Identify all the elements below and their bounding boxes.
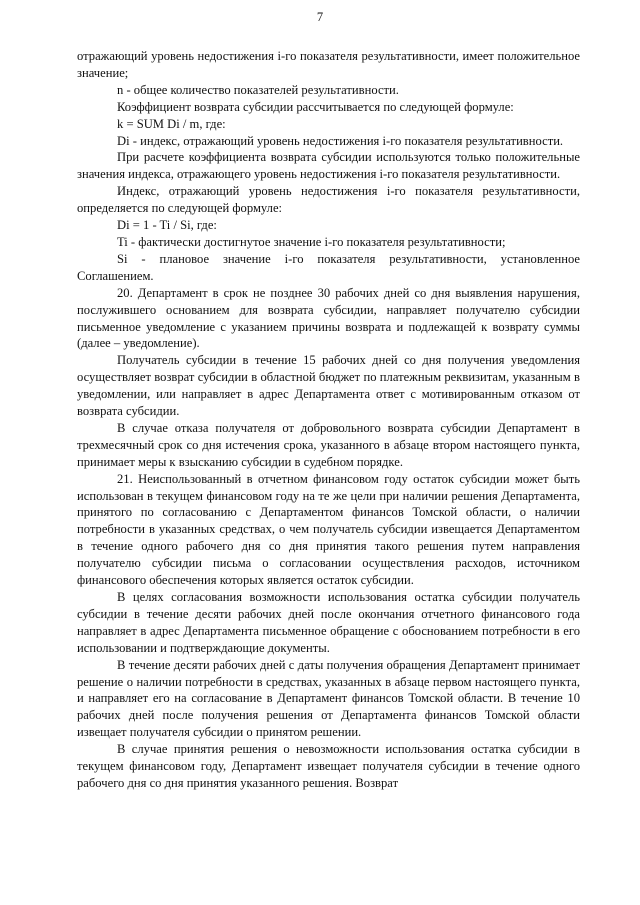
paragraph-di-definition: Di - индекс, отражающий уровень недостижения i-го показателя результативности. [117, 133, 564, 148]
paragraph-agreement: В целях согласования возможности использования остатка субсидии получатель субсидии в течение десяти рабочих дней после окончания отчетного финансового года направляет в адрес Департамента письменное обращение с обоснованием потребности в его использовании и подтверждающие документы. [77, 590, 580, 655]
paragraph-item-20: 20. Департамент в срок не позднее 30 рабочих дней со дня выявления нарушения, послужившего основанием для возврата субсидии, направляет получателю субсидии письменное уведомление с указанием причины возврата и подлежащей к возврату суммы (далее – уведомление). [77, 285, 580, 351]
formula-k: k = SUM Di / m, где: [117, 116, 226, 131]
paragraph-si-definition: Si - плановое значение i-го показателя результативности, установленное Соглашением. [77, 251, 580, 283]
paragraph-n-definition: n - общее количество показателей результативности. [117, 82, 399, 97]
paragraph-positive-values: При расчете коэффициента возврата субсидии используются только положительные значения индекса, отражающего уровень недостижения i-го показателя результативности. [77, 150, 580, 182]
paragraph-index-intro: Индекс, отражающий уровень недостижения i-го показателя результативности, определяется по следующей формуле: [77, 184, 580, 216]
paragraph-impossibility: В случае принятия решения о невозможности использования остатка субсидии в текущем финансовом году, Департамент извещает получателя субсидии в течение одного рабочего дня со дня принятия указанного решения. Возврат [77, 742, 580, 790]
paragraph-item-21: 21. Неиспользованный в отчетном финансовом году остаток субсидии может быть использован в текущем финансовом году на те же цели при наличии решения Департамента, принятого по согласованию с Департаментом финансов Томской области, о наличии потребности в указанных средствах, о чем получатель субсидии извещается Департаментом в течение одного рабочего дня со дня принятия такого решения путем направления получателю субсидии письма о согласовании осуществления расходов, источником финансового обеспечения которых является остаток субсидии. [77, 471, 580, 588]
paragraph-return-procedure: Получатель субсидии в течение 15 рабочих дней со дня получения уведомления осуществляет возврат субсидии в областной бюджет по платежным реквизитам, указанным в уведомлении, или направляет в адрес Департамента ответ с мотивированным отказом от возврата субсидии. [77, 353, 580, 419]
page-number: 7 [316, 10, 324, 24]
document-body [77, 48, 580, 792]
paragraph-ti-definition: Ti - фактически достигнутое значение i-го показателя результативности; [117, 234, 506, 249]
paragraph-refusal: В случае отказа получателя от добровольного возврата субсидии Департамент в трехмесячный срок со дня истечения срока, указанного в абзаце втором настоящего пункта, принимает меры к взысканию субсидии в судебном порядке. [77, 420, 580, 469]
paragraph-continuation: отражающий уровень недостижения i-го показателя результативности, имеет положительное значение; [77, 49, 580, 80]
paragraph-formula-intro: Коэффициент возврата субсидии рассчитывается по следующей формуле: [117, 99, 514, 114]
paragraph-decision: В течение десяти рабочих дней с даты получения обращения Департамент принимает решение о наличии потребности в средствах, указанных в абзаце первом настоящего пункта, и направляет его на согласование в Департамент финансов Томской области. В течение 10 рабочих дней после получения решения от Департамента финансов Томской области извещает получателя субсидии о принятом решении. [77, 657, 580, 740]
formula-di: Di = 1 - Ti / Si, где: [117, 218, 217, 233]
